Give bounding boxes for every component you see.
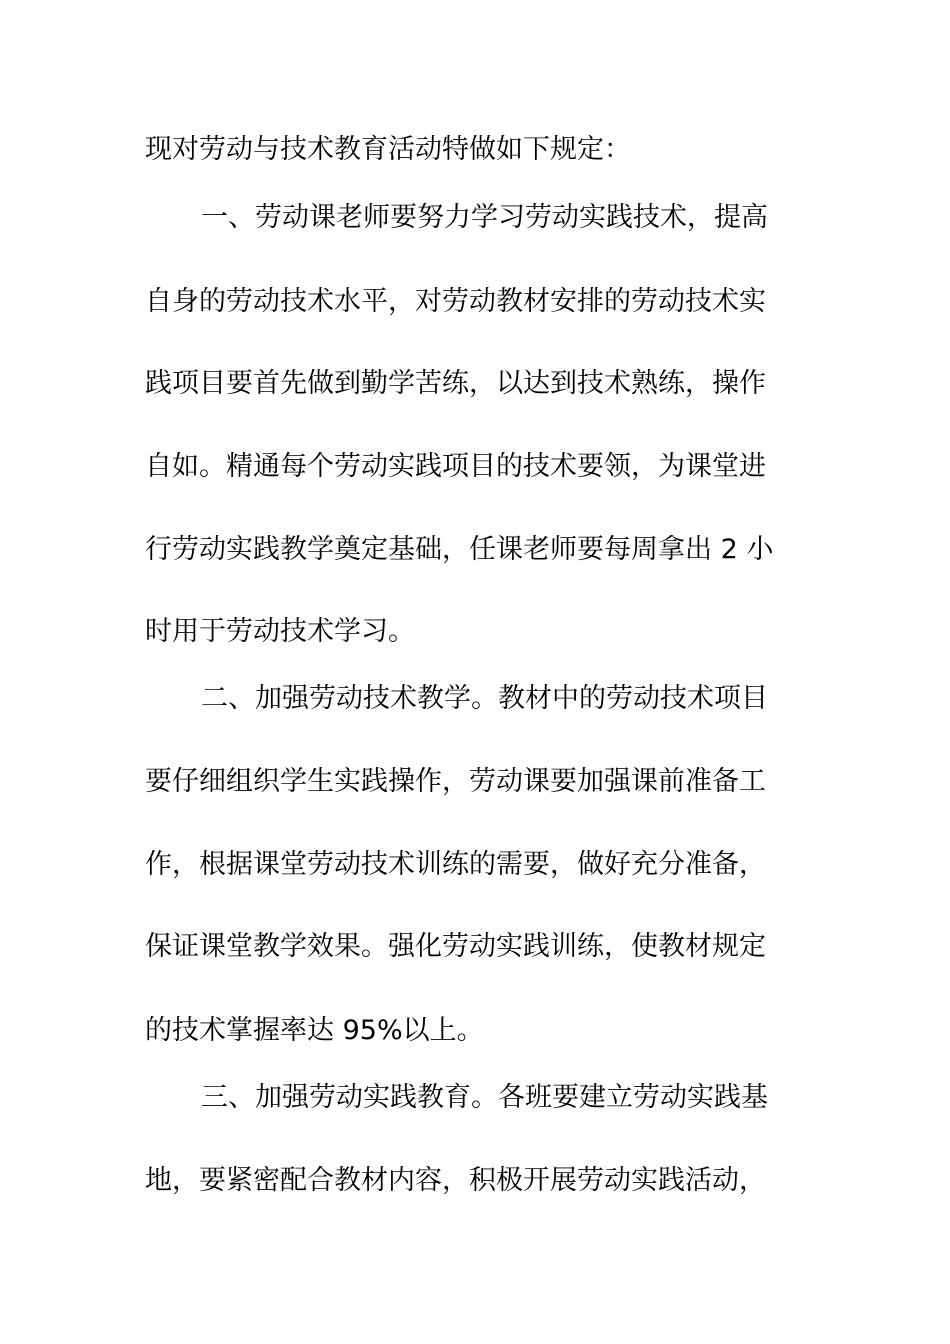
text-line: 自如。精通每个劳动实践项目的技术要领，为课堂进 [145,451,766,482]
text-line: 时用于劳动技术学习。 [145,616,415,647]
text-line: 地，要紧密配合教材内容，积极开展劳动实践活动， [145,1165,766,1196]
text-line: 践项目要首先做到勤学苦练，以达到技术熟练，操作 [145,368,766,399]
text-line: 的技术掌握率达 95%以上。 [145,1015,484,1046]
text-line: 要仔细组织学生实践操作，劳动课要加强课前准备工 [145,766,766,797]
section-3-first-line: 三、加强劳动实践教育。各班要建立劳动实践基 [201,1082,768,1113]
text-line: 作，根据课堂劳动技术训练的需要，做好充分准备， [145,849,766,880]
section-1-first-line: 一、劳动课老师要努力学习劳动实践技术，提高 [201,202,768,233]
section-2-first-line: 二、加强劳动技术教学。教材中的劳动技术项目 [201,683,768,714]
text-line: 行劳动实践教学奠定基础，任课老师要每周拿出 2 小 [145,534,774,565]
text-line: 现对劳动与技术教育活动特做如下规定： [145,134,631,165]
text-line: 保证课堂教学效果。强化劳动实践训练，使教材规定 [145,931,766,962]
text-line: 自身的劳动技术水平，对劳动教材安排的劳动技术实 [145,286,766,317]
